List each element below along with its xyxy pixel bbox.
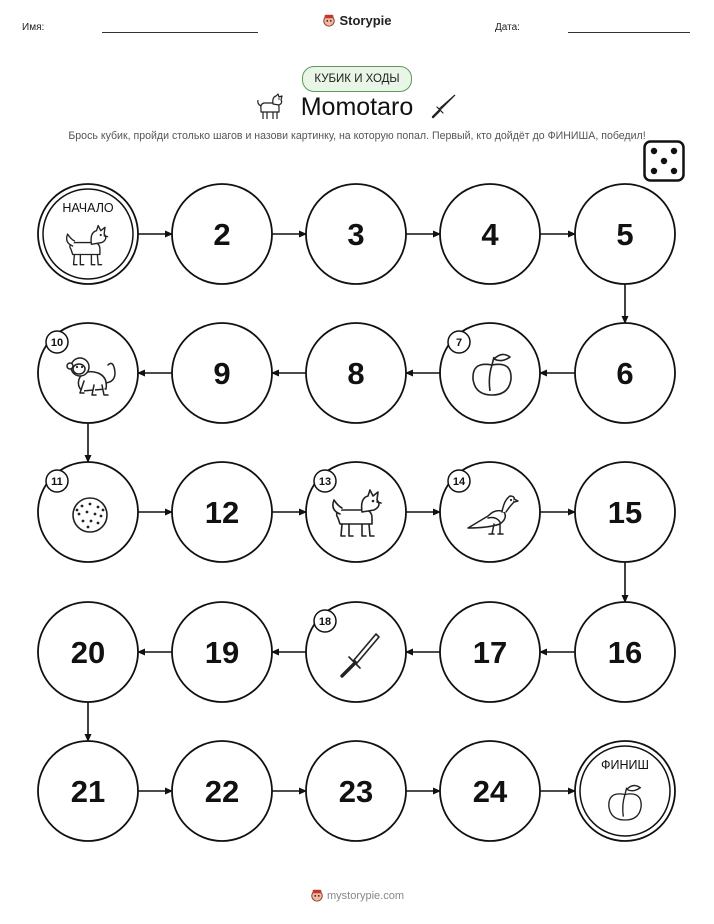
cell-number: 19 xyxy=(204,635,240,670)
name-label: Имя: xyxy=(22,22,45,33)
board-cell-3[interactable] xyxy=(306,184,406,284)
board-cell-22[interactable] xyxy=(172,741,272,841)
cell-number: 3 xyxy=(347,217,365,252)
board-cell-7[interactable] xyxy=(440,323,540,423)
instructions: Брось кубик, пройди столько шагов и назови картинку, на которую попал. Первый, кто дойдёт до ФИНИША, победил! xyxy=(68,130,646,142)
cell-number: 23 xyxy=(338,774,374,809)
date-label: Дата: xyxy=(495,22,520,33)
cell-number: 5 xyxy=(616,217,634,252)
game-type-badge: КУБИК И ХОДЫ xyxy=(302,66,412,92)
cell-number: 12 xyxy=(204,495,240,530)
board-cell-12[interactable] xyxy=(172,462,272,562)
footer xyxy=(0,888,714,902)
board-cell-4[interactable] xyxy=(440,184,540,284)
cell-number: 9 xyxy=(213,356,231,391)
cell-number: 20 xyxy=(70,635,106,670)
board-cell-24[interactable] xyxy=(440,741,540,841)
cell-number: 6 xyxy=(616,356,634,391)
cell-number: 24 xyxy=(472,774,508,809)
cell-number: 7 xyxy=(455,337,463,349)
cell-number: 22 xyxy=(204,774,240,809)
cell-number: 17 xyxy=(472,635,508,670)
board-cell-14[interactable] xyxy=(440,462,540,562)
brand-name: Storypie xyxy=(339,13,392,28)
board-cell-5[interactable] xyxy=(575,184,675,284)
board-cell-11[interactable] xyxy=(38,462,138,562)
cell-number: 18 xyxy=(318,616,332,628)
board-cell-8[interactable] xyxy=(306,323,406,423)
board-cell-17[interactable] xyxy=(440,602,540,702)
start-label: НАЧАЛО xyxy=(62,201,114,215)
cell-number: 2 xyxy=(213,217,231,252)
footer-site: mystorypie.com xyxy=(326,890,405,902)
rice-dumpling-icon xyxy=(73,498,107,532)
page-title: Momotaro xyxy=(300,93,414,121)
board-cell-10[interactable] xyxy=(38,323,138,423)
board-cell-13[interactable] xyxy=(306,462,406,562)
board-cell-25[interactable] xyxy=(575,741,675,841)
board-cell-6[interactable] xyxy=(575,323,675,423)
board-cell-1[interactable] xyxy=(38,184,138,284)
board-cell-2[interactable] xyxy=(172,184,272,284)
board-cell-19[interactable] xyxy=(172,602,272,702)
board-cell-21[interactable] xyxy=(38,741,138,841)
board-cell-20[interactable] xyxy=(38,602,138,702)
cell-number: 13 xyxy=(318,476,332,488)
cell-number: 15 xyxy=(607,495,643,530)
cell-number: 4 xyxy=(481,217,499,252)
board-cell-16[interactable] xyxy=(575,602,675,702)
cell-number: 21 xyxy=(70,774,106,809)
cell-number: 8 xyxy=(347,356,365,391)
cell-number: 10 xyxy=(50,337,64,349)
board-cell-23[interactable] xyxy=(306,741,406,841)
cell-number: 14 xyxy=(452,476,466,488)
cell-number: 11 xyxy=(51,476,63,488)
board-cell-9[interactable] xyxy=(172,323,272,423)
cell-number: 16 xyxy=(607,635,643,670)
board-cell-15[interactable] xyxy=(575,462,675,562)
board-cell-18[interactable] xyxy=(306,602,406,702)
finish-label: ФИНИШ xyxy=(601,758,649,772)
storypie-logo-icon xyxy=(310,888,324,902)
